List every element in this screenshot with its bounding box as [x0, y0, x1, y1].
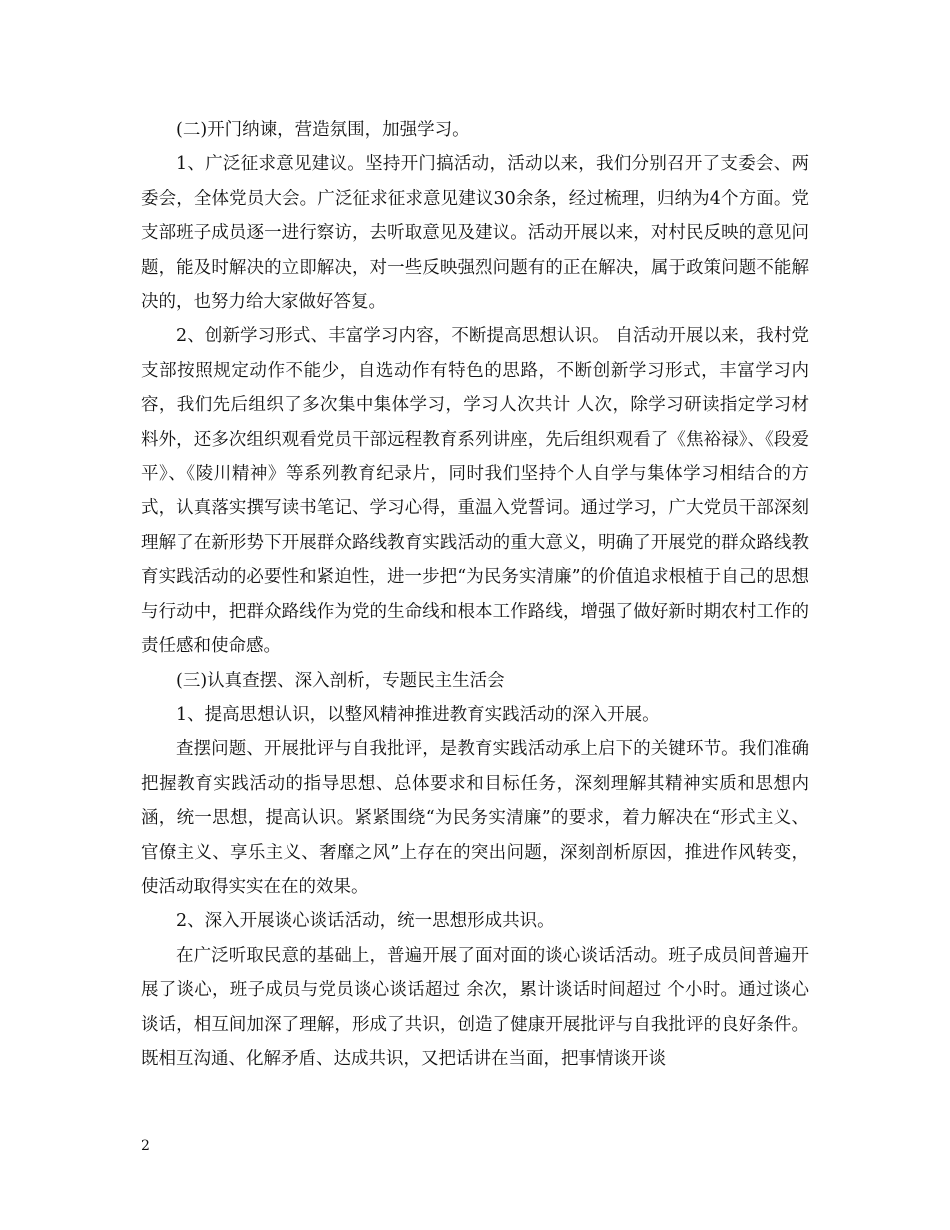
section-heading-2: (二)开门纳谏，营造氛围，加强学习。 — [176, 120, 470, 140]
document-body — [141, 113, 809, 1076]
paragraph-criticism: 查摆问题、开展批评与自我批评，是教育实践活动承上启下的关键环节。我们准确把握教育实践活动的指导思想、总体要求和目标任务，深刻理解其精神实质和思想内涵，统一思想，提高认识。紧紧围绕“为民务实清廉”的要求，着力解决在“形式主义、官僚主义、享乐主义、奢靡之风”上存在的突出问题，深刻剖析原因，推进作风转变，使活动取得实实在在的效果。 — [141, 739, 809, 897]
page-number: 2 — [141, 1138, 150, 1154]
paragraph-learning: 2、创新学习形式、丰富学习内容，不断提高思想认识。 自活动开展以来，我村党支部按照规定动作不能少，自选动作有特色的思路，不断创新学习形式，丰富学习内容，我们先后组织了多次集中集体学习，学习人次共计 人次，除学习研读指定学习材料外，还多次组织观看党员干部远程教育系列讲座，先后组织观看了《焦裕禄》、《段爱平》、《陵川精神》等系列教育纪录片，同时我们坚持个人自学与集体学习相结合的方式，认真落实撰写读书笔记、学习心得，重温入党誓词。通过学习，广大党员干部深刻理解了在新形势下开展群众路线教育实践活动的重大意义，明确了开展党的群众路线教育实践活动的必要性和紧迫性，进一步把“为民务实清廉”的价值追求根植于自己的思想与行动中，把群众路线作为党的生命线和根本工作路线，增强了做好新时期农村工作的责任感和使命感。 — [141, 326, 809, 657]
subheading-talks: 2、深入开展谈心谈话活动，统一思想形成共识。 — [176, 911, 555, 932]
paragraph-talks: 在广泛听取民意的基础上，普遍开展了面对面的谈心谈话活动。班子成员间普遍开展了谈心，班子成员与党员谈心谈话超过 余次，累计谈话时间超过 个小时。通过谈心谈话，相互间加深了理解，形成了共识，创造了健康开展批评与自我批评的良好条件。既相互沟通、化解矛盾、达成共识，又把话讲在当面，把事情谈开谈 — [141, 945, 809, 1069]
subheading-awareness: 1、提高思想认识，以整风精神推进教育实践活动的深入开展。 — [176, 704, 660, 725]
paragraph-suggestions: 1、广泛征求意见建议。坚持开门搞活动，活动以来，我们分别召开了支委会、两委会，全体党员大会。广泛征求征求意见建议30余条，经过梳理，归纳为4个方面。党支部班子成员逐一进行察访，去听取意见及建议。活动开展以来，对村民反映的意见问题，能及时解决的立即解决，对一些反映强烈问题有的正在解决，属于政策问题不能解决的，也努力给大家做好答复。 — [141, 154, 809, 313]
section-heading-3: (三)认真查摆、深入剖析，专题民主生活会 — [176, 670, 505, 691]
